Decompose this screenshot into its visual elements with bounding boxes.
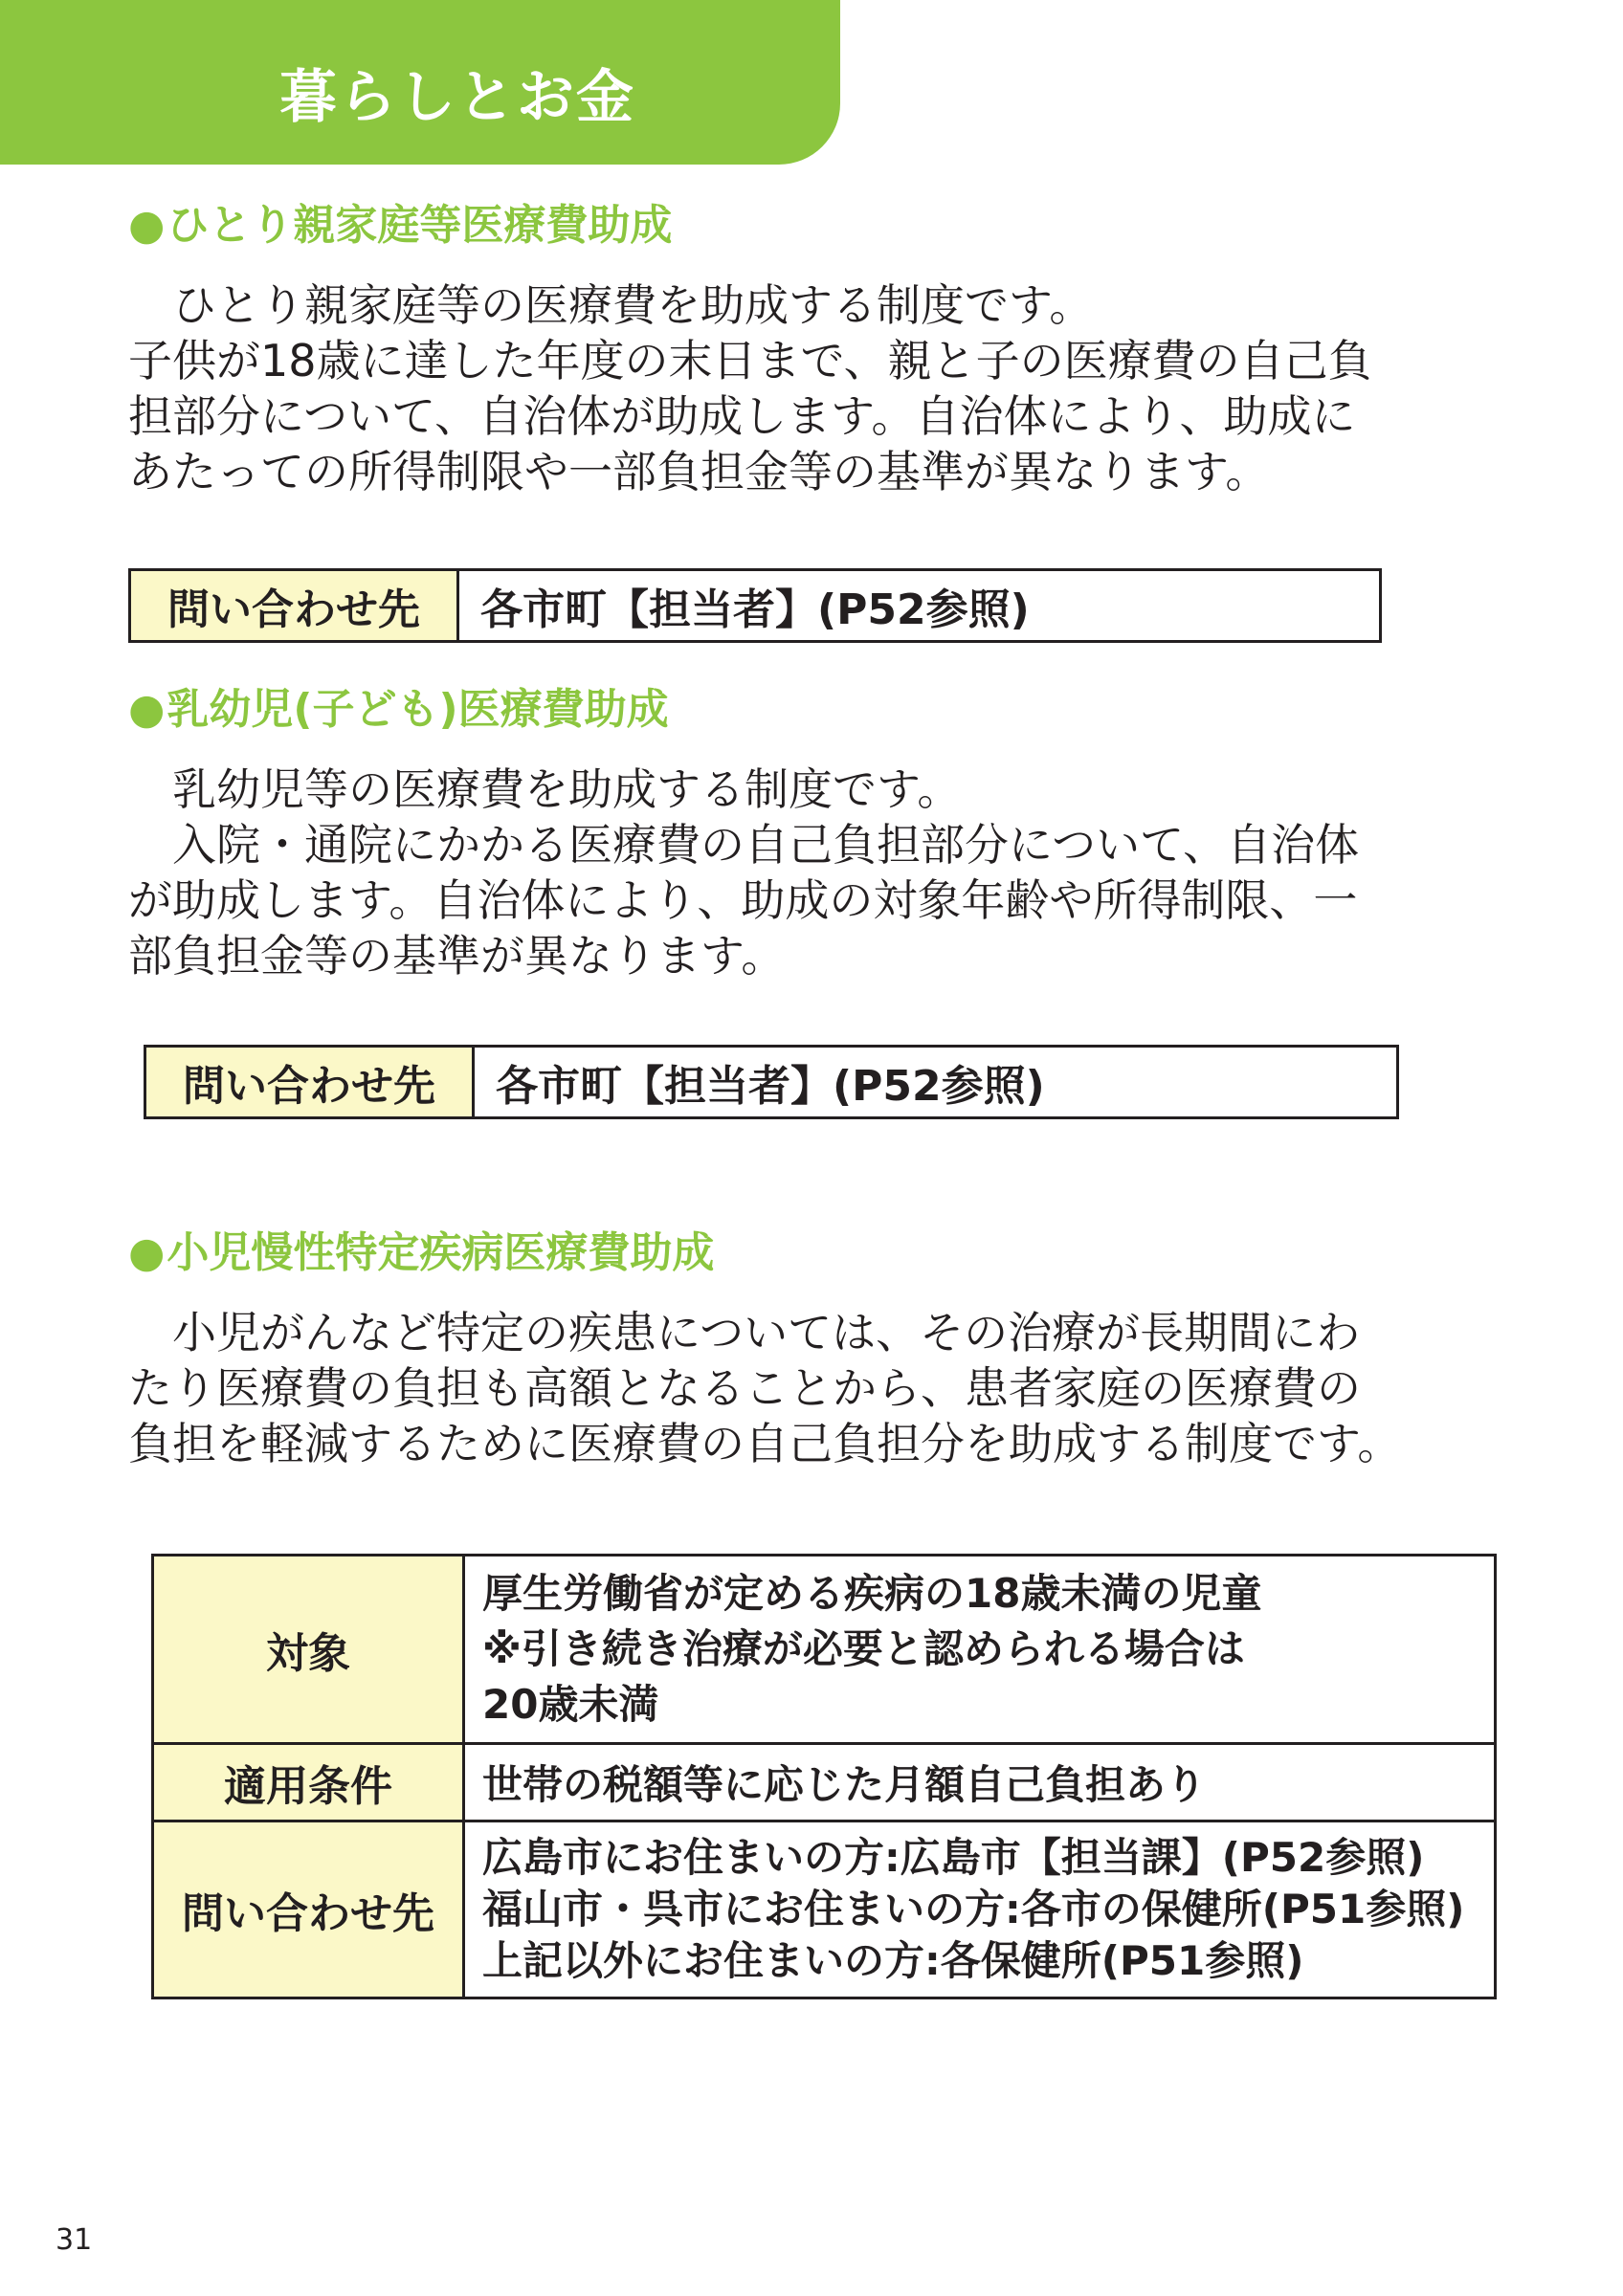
value-line: 上記以外にお住まいの方:各保健所(P51参照) xyxy=(482,1937,1304,1984)
section-body xyxy=(128,277,1468,499)
row-value xyxy=(464,1744,1496,1821)
table-row xyxy=(153,1556,1496,1744)
row-label: 問い合わせ先 xyxy=(153,1821,464,1998)
row-label: 対象 xyxy=(153,1556,464,1744)
body-line: が助成します。自治体により、助成の対象年齢や所得制限、一 xyxy=(128,874,1358,926)
info-table xyxy=(151,1554,1497,1999)
body-line: 担部分について、自治体が助成します。自治体により、助成に xyxy=(128,390,1356,442)
row-value xyxy=(464,1821,1496,1998)
section-body xyxy=(128,762,1468,983)
body-line: ひとり親家庭等の医療費を助成する制度です。 xyxy=(172,279,1094,331)
contact-label: 問い合わせ先 xyxy=(131,571,459,640)
contact-label: 問い合わせ先 xyxy=(146,1048,475,1116)
contact-box xyxy=(128,568,1382,643)
contact-value: 各市町【担当者】(P52参照) xyxy=(496,1062,1045,1111)
page-title: 暮らしとお金 xyxy=(279,64,635,131)
row-value xyxy=(464,1556,1496,1744)
row-label: 適用条件 xyxy=(153,1744,464,1821)
value-line: 20歳未満 xyxy=(482,1681,659,1728)
bullet-icon: ● xyxy=(128,201,166,250)
section-heading xyxy=(128,201,673,250)
body-line: 乳幼児等の医療費を助成する制度です。 xyxy=(172,763,962,815)
body-line: たり医療費の負担も高額となることから、患者家庭の医療費の xyxy=(128,1362,1361,1414)
value-line: 福山市・呉市にお住まいの方:各市の保健所(P51参照) xyxy=(482,1886,1465,1932)
table-row xyxy=(153,1821,1496,1998)
body-line: 入院・通院にかかる医療費の自己負担部分について、自治体 xyxy=(172,819,1360,871)
page-number: 31 xyxy=(56,2223,93,2257)
section-body xyxy=(128,1305,1468,1471)
value-line: ※引き続き治療が必要と認められる場合は xyxy=(482,1625,1245,1672)
body-line: 部負担金等の基準が異なります。 xyxy=(128,930,786,982)
section-title: 小児慢性特定疾病医療費助成 xyxy=(167,1228,715,1277)
body-line: あたっての所得制限や一部負担金等の基準が異なります。 xyxy=(128,446,1270,497)
section-title: 乳幼児(子ども)医療費助成 xyxy=(167,685,669,734)
section-heading xyxy=(128,1228,715,1277)
value-line: 世帯の税額等に応じた月額自己負担あり xyxy=(482,1761,1207,1808)
section-heading xyxy=(128,685,669,734)
section-title: ひとり親家庭等医療費助成 xyxy=(167,201,673,250)
body-line: 小児がんなど特定の疾患については、その治療が長期間にわ xyxy=(172,1307,1361,1358)
contact-box xyxy=(144,1045,1399,1119)
table-row xyxy=(153,1744,1496,1821)
body-line: 負担を軽減するために医療費の自己負担分を助成する制度です。 xyxy=(128,1418,1402,1469)
value-line: 厚生労働省が定める疾病の18歳未満の児童 xyxy=(482,1570,1262,1617)
body-line: 子供が18歳に達した年度の末日まで、親と子の医療費の自己負 xyxy=(128,335,1372,386)
bullet-icon: ● xyxy=(128,685,166,734)
bullet-icon: ● xyxy=(128,1228,166,1277)
contact-value: 各市町【担当者】(P52参照) xyxy=(480,585,1030,634)
value-line: 広島市にお住まいの方:広島市【担当課】(P52参照) xyxy=(482,1834,1425,1881)
